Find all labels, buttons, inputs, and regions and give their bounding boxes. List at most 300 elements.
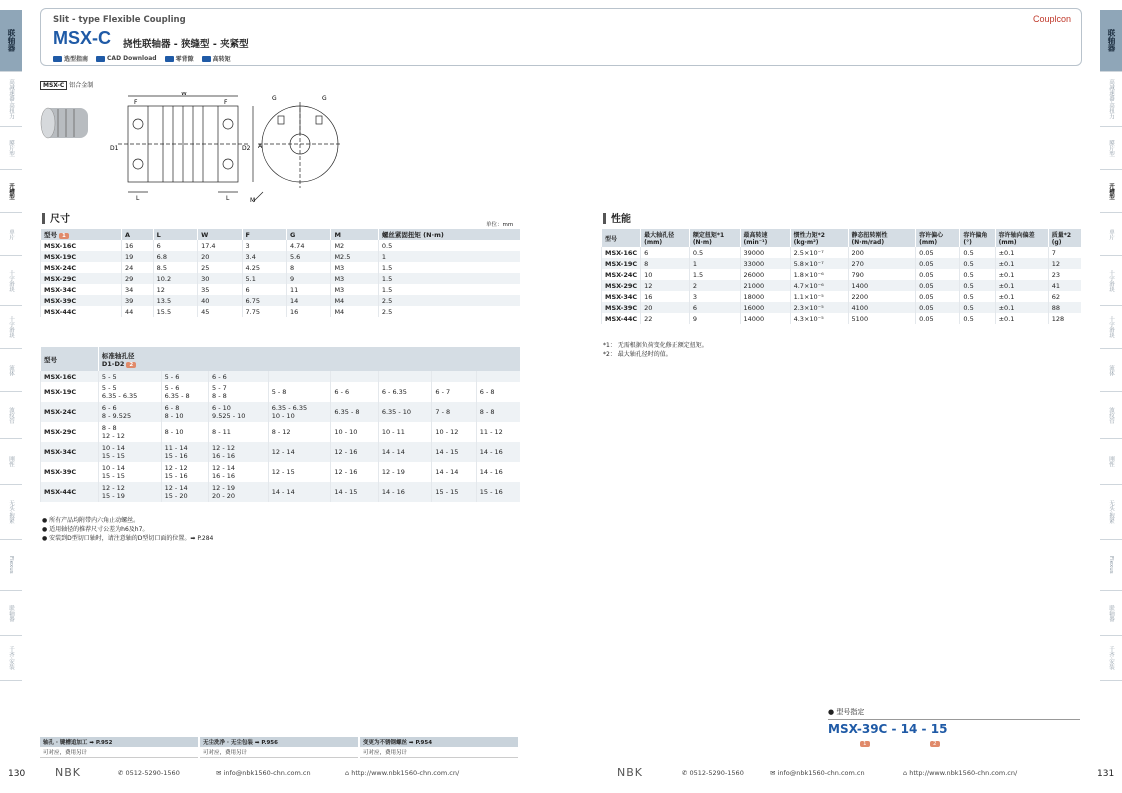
table-cell: 12 - 12 15 - 19	[98, 482, 161, 502]
service-title: 无尘洗净 · 无尘包装 ➡ P.956	[200, 737, 358, 747]
table-cell: 6.8	[153, 251, 197, 262]
table-cell: 11	[286, 284, 330, 295]
page-title-cn: 挠性联轴器 - 狭缝型 - 夹紧型	[123, 39, 249, 50]
table-cell: ±0.1	[995, 291, 1048, 302]
table-cell: MSX-16C	[602, 247, 641, 258]
table-cell: 29	[122, 273, 154, 284]
page-number-right: 131	[1097, 769, 1115, 779]
table-cell: 6 - 7	[432, 382, 476, 402]
table-cell: 41	[1048, 280, 1081, 291]
table-cell: 0.5	[960, 302, 995, 313]
dim-F-right: F	[224, 99, 228, 106]
table-cell: 1400	[848, 280, 916, 291]
table-cell	[331, 371, 378, 382]
column-header: 标准轴孔径 D1-D2 2	[98, 347, 520, 371]
table-row	[41, 402, 521, 422]
table-cell: 16	[641, 291, 690, 302]
table-cell: 39000	[740, 247, 790, 258]
service-box[interactable]	[200, 737, 358, 758]
table-cell: 14 - 15	[331, 482, 378, 502]
table-cell: 5 - 6	[161, 371, 208, 382]
table-cell: 2.5	[378, 295, 520, 306]
dimension-table	[40, 229, 520, 317]
table-cell: 14 - 14	[432, 462, 476, 482]
side-tab[interactable]	[0, 306, 22, 349]
table-cell: 0.5	[960, 258, 995, 269]
table-cell: 19	[122, 251, 154, 262]
side-tab-label: 流体	[8, 364, 14, 376]
table-cell: 13.5	[153, 295, 197, 306]
table-cell: M4	[331, 306, 378, 317]
note-line: ● 所有产品均附带内六角止动螺丝。	[42, 517, 140, 524]
performance-table	[601, 229, 1081, 324]
table-cell: 4.74	[286, 240, 330, 251]
dim-L-right: L	[226, 195, 230, 202]
page-number-left: 130	[8, 769, 26, 779]
order-code: MSX-39C - 14 - 15	[828, 719, 1080, 736]
material-label: MSX-C 铝合金制	[40, 80, 93, 89]
bore-table	[40, 347, 520, 502]
zero-backlash-tag: 零背隙	[165, 54, 194, 63]
column-header: A	[122, 229, 154, 240]
table-cell: 5.1	[242, 273, 286, 284]
side-tab[interactable]	[0, 540, 22, 591]
table-cell: 2.3×10⁻⁵	[790, 302, 848, 313]
table-cell: 44	[122, 306, 154, 317]
table-cell: 9	[286, 273, 330, 284]
side-tab[interactable]	[0, 213, 22, 256]
cad-icon	[96, 56, 105, 62]
table-cell: 3	[242, 240, 286, 251]
table-cell: MSX-29C	[41, 422, 99, 442]
table-cell: MSX-39C	[41, 462, 99, 482]
table-cell: 39	[122, 295, 154, 306]
side-tab[interactable]	[1100, 256, 1122, 306]
table-cell: 790	[848, 269, 916, 280]
column-header: 额定扭矩*1 (N·m)	[689, 229, 740, 247]
table-cell: 3.4	[242, 251, 286, 262]
coupling-photo	[41, 108, 88, 138]
order-title: ● 型号指定	[828, 708, 865, 716]
service-text: 可对应，费用另计	[40, 747, 198, 758]
side-tab-label: 联轴器	[7, 29, 16, 52]
note-line: *1： 无需根据负荷变化修正额定扭矩。	[603, 342, 708, 349]
table-cell: 0.05	[916, 291, 960, 302]
table-cell: ±0.1	[995, 313, 1048, 324]
high-torque-tag: 高转矩	[202, 54, 231, 63]
table-cell: 8 - 8	[476, 402, 520, 422]
table-cell: MSX-39C	[41, 295, 122, 306]
table-cell: 12	[1048, 258, 1081, 269]
table-cell: 6 - 6.35	[378, 382, 432, 402]
table-row	[41, 284, 521, 295]
table-cell: 10 - 14 15 - 15	[98, 462, 161, 482]
table-cell: 8 - 12	[268, 422, 331, 442]
table-cell: 6 - 6	[331, 382, 378, 402]
table-cell: 0.5	[960, 280, 995, 291]
dim-section-title: 尺寸	[42, 210, 70, 225]
table-row	[41, 240, 521, 251]
note-line: *2： 最大轴孔径时的值。	[603, 351, 672, 358]
table-cell: 0.5	[689, 247, 740, 258]
table-cell: 6	[641, 247, 690, 258]
column-header: 容许偏角 (°)	[960, 229, 995, 247]
side-tab-label: 单片	[1108, 228, 1114, 240]
email-right[interactable]: ✉ info@nbk1560-chn.com.cn	[770, 769, 865, 777]
table-cell: 22	[641, 313, 690, 324]
table-cell: 4.25	[242, 262, 286, 273]
table-cell: 8 - 11	[209, 422, 269, 442]
table-row	[602, 302, 1082, 313]
table-cell: 0.5	[960, 269, 995, 280]
side-tab[interactable]	[0, 636, 22, 681]
column-header: G	[286, 229, 330, 240]
table-cell: 8 - 10	[161, 422, 208, 442]
side-tab-label: 膜片型	[8, 139, 14, 157]
table-row	[602, 291, 1082, 302]
side-tab[interactable]	[0, 256, 22, 306]
column-header: 静态扭转刚性 (N·m/rad)	[848, 229, 916, 247]
table-cell: 30	[198, 273, 242, 284]
phone-right: ✆ 0512-5290-1560	[682, 769, 744, 777]
table-cell: M2	[331, 240, 378, 251]
side-tab-label: 单片	[8, 228, 14, 240]
table-cell: M3	[331, 262, 378, 273]
service-box[interactable]	[360, 737, 518, 758]
table-cell: 2.5×10⁻⁷	[790, 247, 848, 258]
table-cell: 14 - 14	[268, 482, 331, 502]
table-cell: 12	[641, 280, 690, 291]
side-tab-label: 刚性	[8, 456, 14, 467]
table-cell: 10 - 14 15 - 15	[98, 442, 161, 462]
table-cell: 5100	[848, 313, 916, 324]
dim-badge: 1	[59, 233, 69, 239]
table-cell: 14 - 14	[378, 442, 432, 462]
service-title: 轴孔 · 键槽追加工 ➡ P.952	[40, 737, 198, 747]
table-cell: 16000	[740, 302, 790, 313]
order-badge-1: 1	[860, 741, 870, 747]
side-tab[interactable]	[1100, 485, 1122, 540]
service-box[interactable]	[40, 737, 198, 758]
web-right[interactable]: ⌂ http://www.nbk1560-chn.com.cn/	[903, 769, 1018, 777]
table-cell: M2.5	[331, 251, 378, 262]
side-tab[interactable]	[1100, 306, 1122, 349]
table-cell: 1.5	[689, 269, 740, 280]
side-tab-label: 联轴器	[8, 604, 14, 622]
web-left[interactable]: ⌂ http://www.nbk1560-chn.com.cn/	[345, 769, 460, 777]
table-cell	[378, 371, 432, 382]
dim-W: W	[181, 92, 187, 97]
table-header	[41, 347, 521, 371]
side-tab[interactable]	[0, 170, 22, 213]
header-subtitle: Slit - type Flexible Coupling	[53, 15, 186, 25]
dim-G-left: G	[272, 95, 277, 102]
table-cell: 17.4	[198, 240, 242, 251]
table-cell: 1	[689, 258, 740, 269]
table-cell: 0.05	[916, 247, 960, 258]
table-row	[41, 251, 521, 262]
table-row	[41, 273, 521, 284]
table-cell: 11 - 12	[476, 422, 520, 442]
service-text: 可对应，费用另计	[200, 747, 358, 758]
book-icon	[53, 56, 62, 62]
table-cell: 6 - 6	[209, 371, 269, 382]
side-tab[interactable]	[0, 127, 22, 170]
column-header: 惯性力矩*2 (kg·m²)	[790, 229, 848, 247]
table-row	[602, 313, 1082, 324]
table-cell: 6	[242, 284, 286, 295]
page-title: MSX-C	[53, 28, 111, 48]
table-cell: MSX-34C	[41, 284, 122, 295]
column-header: 最高转速 (min⁻¹)	[740, 229, 790, 247]
table-cell: 12 - 16	[331, 442, 378, 462]
order-badge-2: 2	[930, 741, 940, 747]
header-links	[53, 54, 231, 63]
table-cell: 33000	[740, 258, 790, 269]
side-tab[interactable]	[0, 72, 22, 127]
table-cell: MSX-24C	[41, 262, 122, 273]
table-cell: ±0.1	[995, 269, 1048, 280]
dim-L-left: L	[136, 195, 140, 202]
table-cell: 2200	[848, 291, 916, 302]
side-tab-label: 千齐·安装	[8, 646, 14, 670]
table-cell: 15 - 16	[476, 482, 520, 502]
table-cell: MSX-19C	[602, 258, 641, 269]
table-cell: 0.05	[916, 258, 960, 269]
table-cell: 0.05	[916, 302, 960, 313]
table-cell: 14 - 16	[476, 462, 520, 482]
selection-guide-link[interactable]: 选型指南	[53, 54, 88, 63]
table-cell: ±0.1	[995, 280, 1048, 291]
side-tab[interactable]	[1100, 591, 1122, 636]
table-cell: 7 - 8	[432, 402, 476, 422]
table-cell: MSX-24C	[41, 402, 99, 422]
table-cell: 1.1×10⁻⁵	[790, 291, 848, 302]
side-tab[interactable]	[1100, 10, 1122, 72]
table-cell: M3	[331, 273, 378, 284]
table-cell: 8.5	[153, 262, 197, 273]
table-cell: 200	[848, 247, 916, 258]
column-header: 容许轴向偏差 (mm)	[995, 229, 1048, 247]
side-tab-label: 刚性	[1108, 456, 1114, 467]
table-cell: 7	[1048, 247, 1081, 258]
side-tab[interactable]	[0, 591, 22, 636]
side-tab-label: 联轴器	[1108, 604, 1114, 622]
table-cell: M4	[331, 295, 378, 306]
side-tab-label: 无头·抱紧	[1108, 500, 1114, 524]
table-cell: 11 - 14 15 - 16	[161, 442, 208, 462]
table-cell: 6.35 - 8	[331, 402, 378, 422]
table-row	[41, 382, 521, 402]
table-cell: 270	[848, 258, 916, 269]
table-cell: 5 - 8	[268, 382, 331, 402]
table-row	[41, 295, 521, 306]
column-header: 型号	[41, 347, 99, 371]
service-text: 可对应，费用另计	[360, 747, 518, 758]
table-cell: 23	[1048, 269, 1081, 280]
table-cell: ±0.1	[995, 247, 1048, 258]
note-line: ● 适用轴径的推荐尺寸公差为h6及h7。	[42, 526, 149, 533]
table-cell: 0.5	[960, 291, 995, 302]
table-cell: 10 - 10	[331, 422, 378, 442]
table-cell: 12 - 15	[268, 462, 331, 482]
column-header: 容许偏心 (mm)	[916, 229, 960, 247]
table-header	[41, 229, 521, 240]
side-tab[interactable]	[0, 10, 22, 72]
table-cell: 6 - 8 8 - 10	[161, 402, 208, 422]
table-cell: 8	[286, 262, 330, 273]
table-cell: 5 - 5 6.35 - 6.35	[98, 382, 161, 402]
cad-download-link[interactable]: CAD Download	[96, 54, 157, 63]
table-cell: MSX-39C	[602, 302, 641, 313]
perf-section-title: 性能	[603, 210, 631, 225]
side-tab[interactable]	[1100, 72, 1122, 127]
side-tab[interactable]	[0, 439, 22, 485]
side-tab-label: 十字滑块	[8, 269, 14, 292]
table-cell: 128	[1048, 313, 1081, 324]
side-tab-label: Flexus	[8, 556, 14, 574]
table-cell: MSX-34C	[602, 291, 641, 302]
table-cell: MSX-34C	[41, 442, 99, 462]
table-cell: MSX-44C	[41, 482, 99, 502]
page-header	[40, 8, 1082, 66]
table-cell: 0.05	[916, 313, 960, 324]
table-cell: 0.5	[960, 247, 995, 258]
table-cell: 10 - 12	[432, 422, 476, 442]
side-tab-label: 流体	[1108, 364, 1114, 376]
table-row	[602, 269, 1082, 280]
table-cell: 12 - 16	[331, 462, 378, 482]
table-cell: 10.2	[153, 273, 197, 284]
side-tab-label: 十字滑块	[1108, 269, 1114, 292]
dim-D1: D1	[110, 145, 119, 152]
table-cell: 6 - 10 9.525 - 10	[209, 402, 269, 422]
side-tab-label: Flexus	[1108, 556, 1114, 574]
dim-A: A	[258, 143, 263, 150]
table-cell: 16	[122, 240, 154, 251]
side-tab[interactable]	[0, 392, 22, 439]
table-cell	[432, 371, 476, 382]
table-cell: MSX-29C	[41, 273, 122, 284]
nbk-logo-left: NBK	[55, 766, 81, 779]
column-header: 型号 1	[41, 229, 122, 240]
left-notes	[42, 516, 213, 543]
side-tab[interactable]	[1100, 349, 1122, 392]
table-row	[602, 247, 1082, 258]
table-cell	[268, 371, 331, 382]
side-tab[interactable]	[1100, 170, 1122, 213]
table-cell: 12 - 12 15 - 16	[161, 462, 208, 482]
table-row	[602, 258, 1082, 269]
table-cell: 14 - 16	[476, 442, 520, 462]
table-cell: MSX-29C	[602, 280, 641, 291]
table-cell: 34	[122, 284, 154, 295]
table-cell: 1	[378, 251, 520, 262]
table-cell: 14 - 16	[378, 482, 432, 502]
table-cell: 8	[641, 258, 690, 269]
note-line: ● 安装到D型切口轴时，请注意轴的D型切口面的位置。➡ P.284	[42, 535, 214, 542]
table-cell: MSX-16C	[41, 240, 122, 251]
side-tab[interactable]	[1100, 439, 1122, 485]
table-cell	[476, 371, 520, 382]
side-tab[interactable]	[1100, 392, 1122, 439]
side-tab-label: 开槽型	[8, 182, 14, 200]
table-cell: M3	[331, 284, 378, 295]
side-tab[interactable]	[1100, 127, 1122, 170]
table-cell: 12 - 12 16 - 16	[209, 442, 269, 462]
table-cell: 40	[198, 295, 242, 306]
right-notes	[603, 341, 708, 359]
table-cell: 14000	[740, 313, 790, 324]
table-cell: 3	[689, 291, 740, 302]
dim-M: M	[250, 197, 256, 204]
table-cell: 6 - 6 8 - 9.525	[98, 402, 161, 422]
table-header	[602, 229, 1082, 247]
side-tab-label: 千齐·安装	[1108, 646, 1114, 670]
dim-D2: D2	[242, 145, 251, 152]
table-cell: 12	[153, 284, 197, 295]
table-cell: 6.35 - 6.35 10 - 10	[268, 402, 331, 422]
column-header: W	[198, 229, 242, 240]
table-cell: 4100	[848, 302, 916, 313]
front-view	[118, 96, 253, 192]
side-tab-label: 十字滑块	[1108, 316, 1114, 338]
side-tab[interactable]	[0, 349, 22, 392]
side-tab-label: 开槽型	[1108, 182, 1114, 200]
table-cell: 6 - 8	[476, 382, 520, 402]
table-cell: 25	[198, 262, 242, 273]
table-cell: 1.5	[378, 273, 520, 284]
side-tab-label: 十字滑块	[8, 316, 14, 338]
table-cell: 7.75	[242, 306, 286, 317]
dim-F-left: F	[134, 99, 138, 106]
table-cell: 15 - 15	[432, 482, 476, 502]
table-cell: 10 - 11	[378, 422, 432, 442]
table-cell: 2.5	[378, 306, 520, 317]
table-cell: 62	[1048, 291, 1081, 302]
backlash-icon	[165, 56, 174, 62]
dim-G-right: G	[322, 95, 327, 102]
torque-icon	[202, 56, 211, 62]
table-cell: 20	[641, 302, 690, 313]
side-tab[interactable]	[1100, 540, 1122, 591]
side-tab[interactable]	[1100, 636, 1122, 681]
side-tab-label: 联轴器	[1107, 29, 1116, 52]
table-cell: 5.6	[286, 251, 330, 262]
side-tab[interactable]	[0, 485, 22, 540]
table-cell: 88	[1048, 302, 1081, 313]
table-cell: 9	[689, 313, 740, 324]
side-tab-label: 波纹管	[1108, 406, 1114, 424]
table-cell: 5 - 6 6.35 - 8	[161, 382, 208, 402]
table-cell: 12 - 14 15 - 20	[161, 482, 208, 502]
table-cell: 14	[286, 295, 330, 306]
table-cell: 0.5	[960, 313, 995, 324]
column-header: 型号	[602, 229, 641, 247]
email-left[interactable]: ✉ info@nbk1560-chn.com.cn	[216, 769, 311, 777]
side-tab-label: 膜片型	[1108, 139, 1114, 157]
side-tab[interactable]	[1100, 213, 1122, 256]
column-header: 螺丝紧固扭矩 (N·m)	[378, 229, 520, 240]
table-cell: 26000	[740, 269, 790, 280]
table-cell: 20	[198, 251, 242, 262]
table-cell: 1.5	[378, 284, 520, 295]
side-tab-label: 波纹管	[8, 406, 14, 424]
table-row	[41, 371, 521, 382]
table-cell: 35	[198, 284, 242, 295]
table-cell: 15.5	[153, 306, 197, 317]
table-cell: ±0.1	[995, 258, 1048, 269]
